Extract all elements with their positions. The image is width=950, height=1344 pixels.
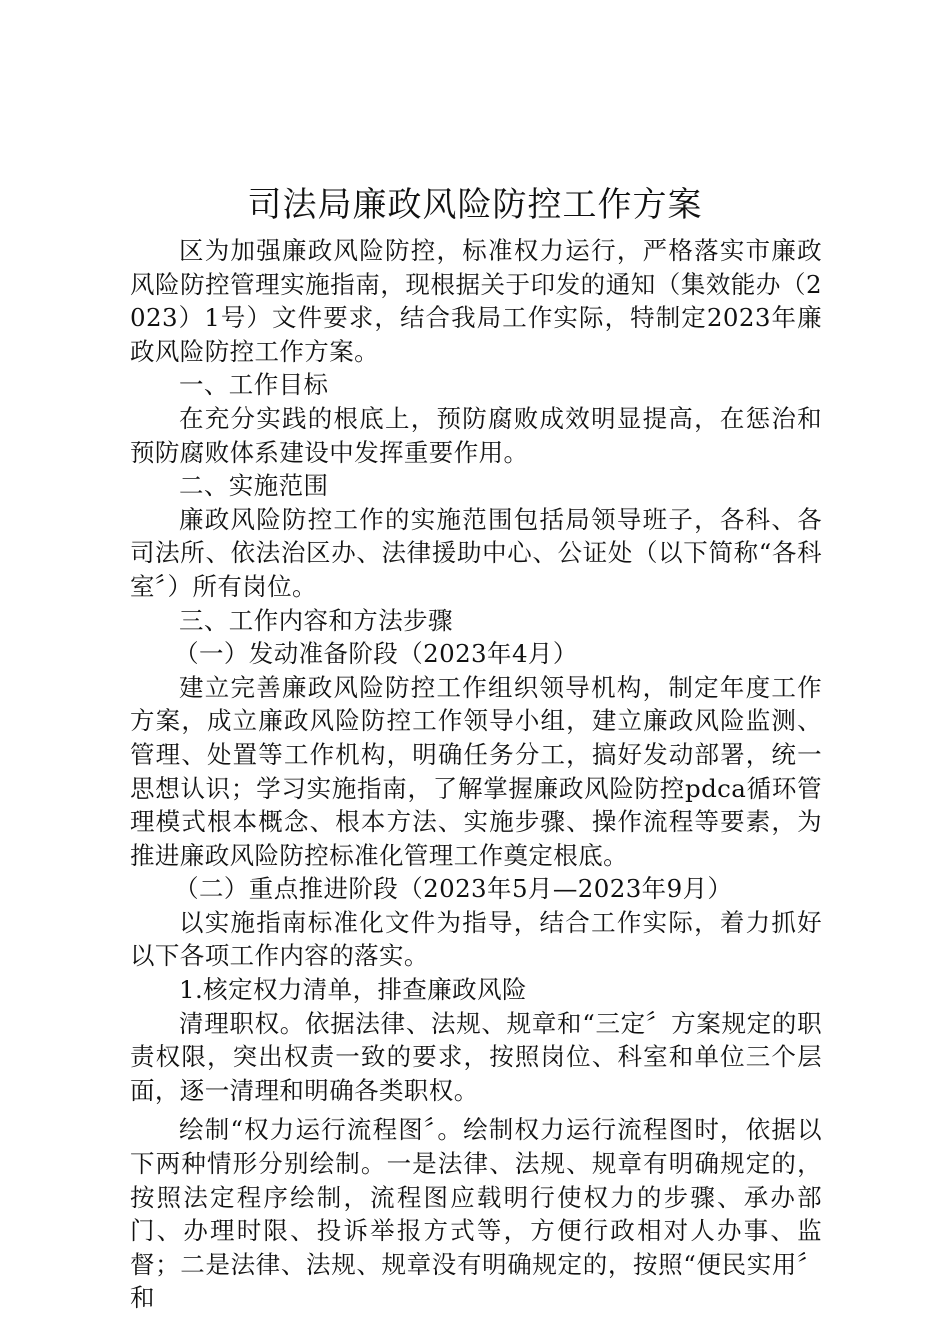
promotion-paragraph: 以实施指南标准化文件为指导，结合工作实际，着力抓好以下各项工作内容的落实。 xyxy=(130,907,822,971)
section-heading-scope: 二、实施范围 xyxy=(179,471,329,501)
document-title: 司法局廉政风险防控工作方案 xyxy=(247,185,703,225)
goal-paragraph: 在充分实践的根底上，预防腐败成效明显提高，在惩治和预防腐败体系建设中发挥重要作用。 xyxy=(130,403,822,467)
document-body xyxy=(130,234,822,1315)
intro-paragraph: 区为加强廉政风险防控，标准权力运行，严格落实市廉政风险防控管理实施指南，现根据关于印发的通知（集效能办（2023）1号）文件要求，结合我局工作实际，特制定2023年廉政风险防控工作方案。 xyxy=(130,236,822,366)
scope-paragraph: 廉政风险防控工作的实施范围包括局领导班子，各科、各司法所、依法治区办、法律援助中心、公证处（以下简称“各科室〞）所有岗位。 xyxy=(130,504,822,601)
stage-heading-preparation: （一）发动准备阶段（2023年4月） xyxy=(174,639,578,669)
flowchart-paragraph: 绘制“权力运行流程图〞。绘制权力运行流程图时，依据以下两种情形分别绘制。一是法律、法规、规章有明确规定的，按照法定程序绘制，流程图应载明行使权力的步骤、承办部门、办理时限、投诉举报方式等，方便行政相对人办事、监督；二是法律、法规、规章没有明确规定的，按照“便民实用〞和 xyxy=(130,1115,822,1313)
section-heading-content: 三、工作内容和方法步骤 xyxy=(179,605,453,635)
item-heading-power-list: 1.核定权力清单，排查廉政风险 xyxy=(179,975,527,1005)
preparation-paragraph: 建立完善廉政风险防控工作组织领导机构，制定年度工作方案，成立廉政风险防控工作领导小组，建立廉政风险监测、管理、处置等工作机构，明确任务分工，搞好发动部署，统一思想认识；学习实施指南，了解掌握廉政风险防控pdca循环管理模式根本概念、根本方法、实施步骤、操作流程等要素，为推进廉政风险防控标准化管理工作奠定根底。 xyxy=(130,672,822,870)
section-heading-goal: 一、工作目标 xyxy=(179,370,329,400)
stage-heading-promotion: （二）重点推进阶段（2023年5月—2023年9月） xyxy=(174,874,733,904)
clear-powers-paragraph: 清理职权。依据法律、法规、规章和“三定〞方案规定的职责权限，突出权责一致的要求，按照岗位、科室和单位三个层面，逐一清理和明确各类职权。 xyxy=(130,1008,822,1105)
